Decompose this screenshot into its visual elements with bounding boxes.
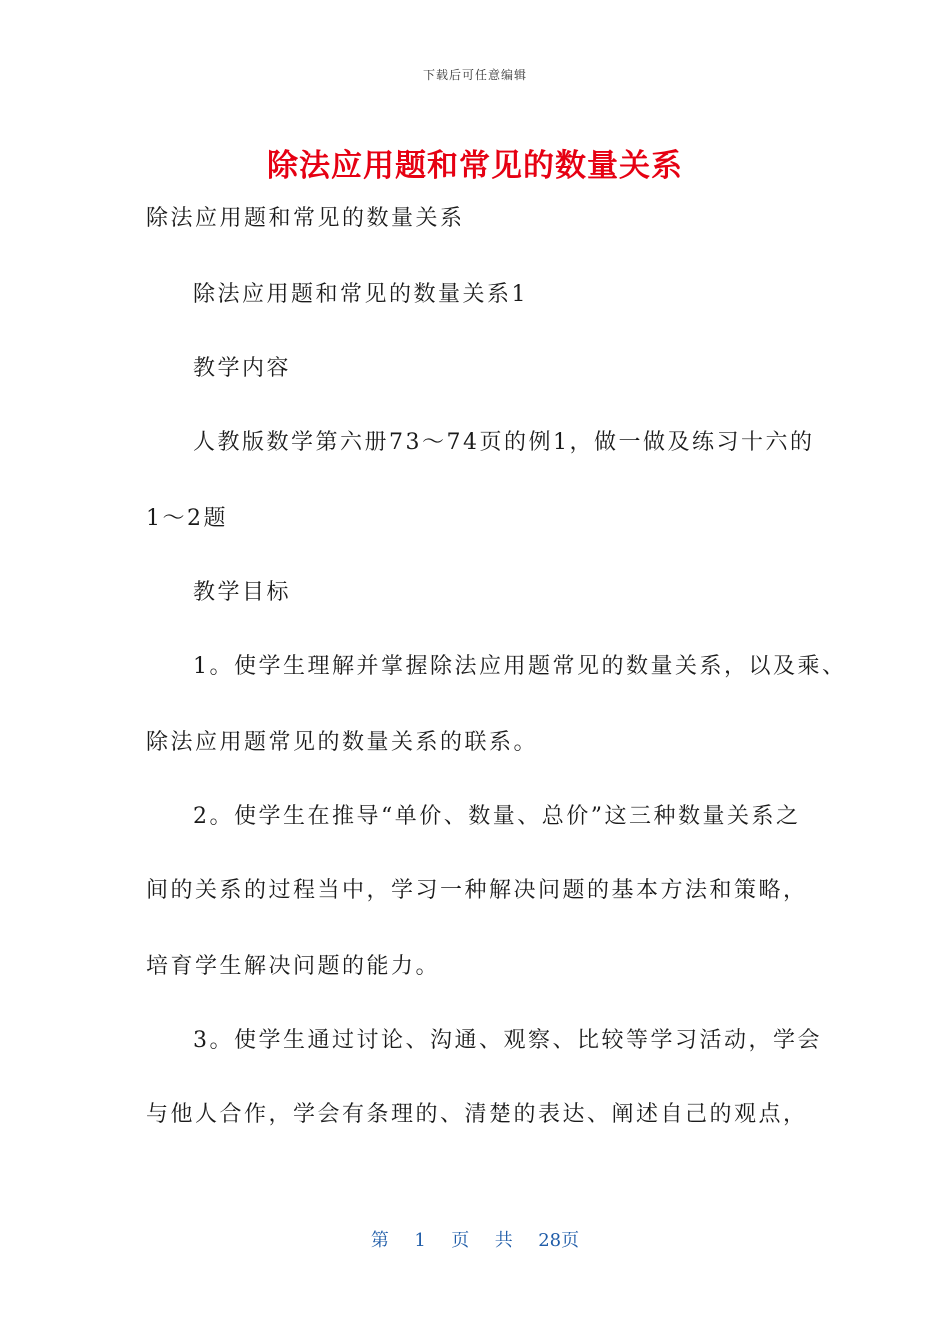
body-line: 2。使学生在推导“单价、数量、总价”这三种数量关系之: [193, 804, 801, 829]
body-line: 1～2题: [146, 506, 228, 531]
header-note: 下载后可任意编辑: [422, 68, 527, 82]
footer-total-pages: 28页: [538, 1230, 580, 1251]
body-line: 除法应用题常见的数量关系的联系。: [146, 730, 539, 755]
body-line: 人教版数学第六册73～74页的例1，做一做及练习十六的: [193, 430, 815, 455]
section-heading-content: 教学内容: [193, 356, 292, 381]
section-heading-goals: 教学目标: [193, 580, 292, 605]
body-line: 与他人合作，学会有条理的、清楚的表达、阐述自己的观点，: [146, 1102, 808, 1127]
footer-page-word: 页: [451, 1230, 470, 1251]
body-line: 1。使学生理解并掌握除法应用题常见的数量关系，以及乘、: [193, 654, 847, 679]
footer-prefix: 第: [370, 1230, 389, 1251]
page-footer: [0, 1226, 950, 1252]
body-line: 3。使学生通过讨论、沟通、观察、比较等学习活动，学会: [193, 1028, 822, 1053]
body-line: 培育学生解决问题的能力。: [146, 954, 441, 979]
document-title: 除法应用题和常见的数量关系: [267, 148, 683, 184]
body-line: 除法应用题和常见的数量关系1: [193, 282, 528, 307]
body-line: 间的关系的过程当中，学习一种解决问题的基本方法和策略，: [146, 878, 808, 903]
body-line: 除法应用题和常见的数量关系: [146, 206, 465, 231]
footer-current-page: 1: [414, 1230, 426, 1251]
footer-total-label: 共: [494, 1230, 513, 1251]
